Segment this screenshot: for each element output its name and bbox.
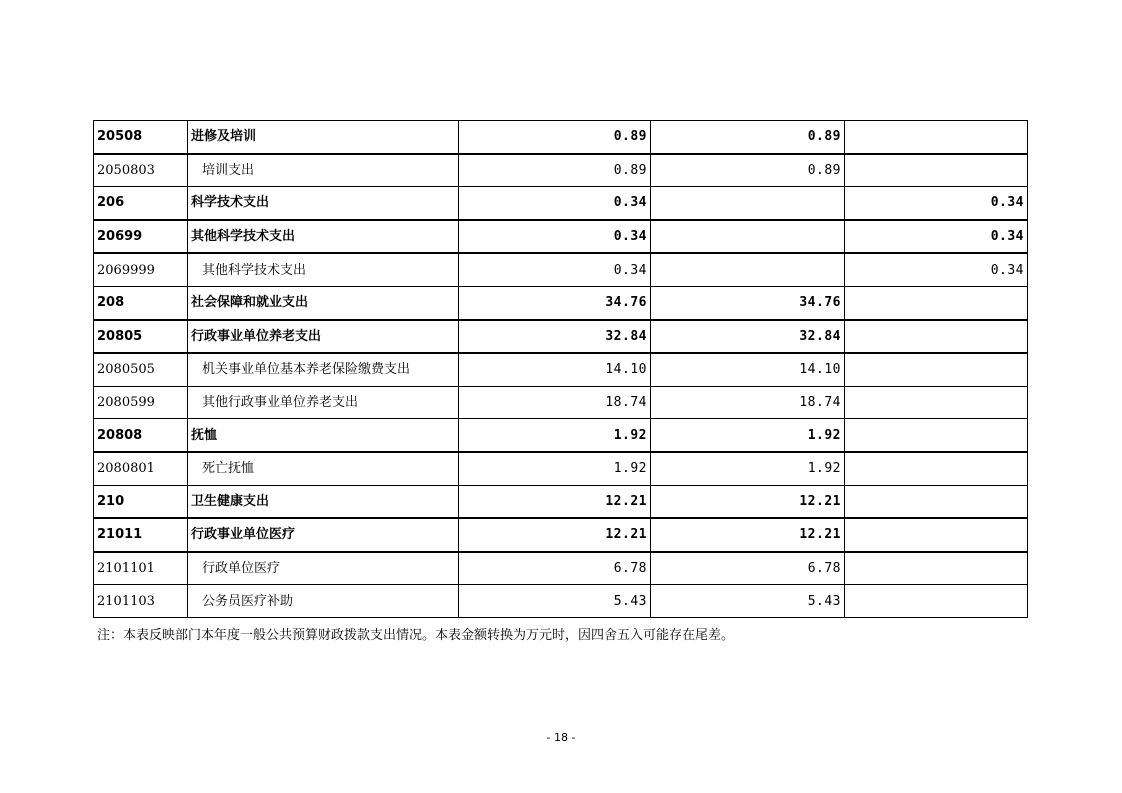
basic-expenditure-cell: 6.78 [651, 552, 845, 585]
total-amount-cell: 32.84 [459, 320, 651, 354]
project-expenditure-cell [845, 154, 1028, 187]
table-row [94, 552, 1028, 585]
table-row [94, 353, 1028, 386]
basic-expenditure-cell: 1.92 [651, 452, 845, 485]
table-row [94, 253, 1028, 286]
total-amount-cell: 12.21 [459, 518, 651, 552]
subject-name-cell: 抚恤 [188, 419, 459, 452]
subject-name-cell: 培训支出 [188, 154, 459, 187]
total-amount-cell: 34.76 [459, 286, 651, 319]
subject-name-cell: 行政事业单位医疗 [188, 518, 459, 552]
basic-expenditure-cell [651, 220, 845, 254]
project-expenditure-cell [845, 286, 1028, 319]
subject-code-cell: 2080599 [94, 386, 188, 419]
project-expenditure-cell [845, 452, 1028, 485]
subject-name-cell: 死亡抚恤 [188, 452, 459, 485]
subject-code-cell: 206 [94, 187, 188, 220]
table-row [94, 419, 1028, 452]
subject-name-cell: 卫生健康支出 [188, 485, 459, 518]
table-row [94, 386, 1028, 419]
project-expenditure-cell [845, 585, 1028, 618]
subject-code-cell: 20805 [94, 320, 188, 354]
subject-name-cell: 社会保障和就业支出 [188, 286, 459, 319]
table-footnote: 注：本表反映部门本年度一般公共预算财政拨款支出情况。本表金额转换为万元时，因四舍五入可能存在尾差。 [97, 628, 735, 643]
subject-name-cell: 其他科学技术支出 [188, 253, 459, 286]
total-amount-cell: 5.43 [459, 585, 651, 618]
project-expenditure-cell [845, 353, 1028, 386]
subject-name-cell: 行政事业单位养老支出 [188, 320, 459, 354]
basic-expenditure-cell: 18.74 [651, 386, 845, 419]
table-row [94, 154, 1028, 187]
subject-code-cell: 20808 [94, 419, 188, 452]
total-amount-cell: 0.89 [459, 121, 651, 154]
subject-name-cell: 公务员医疗补助 [188, 585, 459, 618]
basic-expenditure-cell: 32.84 [651, 320, 845, 354]
basic-expenditure-cell [651, 187, 845, 220]
subject-code-cell: 208 [94, 286, 188, 319]
total-amount-cell: 14.10 [459, 353, 651, 386]
basic-expenditure-cell: 14.10 [651, 353, 845, 386]
subject-name-cell: 进修及培训 [188, 121, 459, 154]
project-expenditure-cell [845, 320, 1028, 354]
basic-expenditure-cell: 0.89 [651, 121, 845, 154]
project-expenditure-cell: 0.34 [845, 187, 1028, 220]
basic-expenditure-cell: 12.21 [651, 485, 845, 518]
project-expenditure-cell: 0.34 [845, 253, 1028, 286]
project-expenditure-cell [845, 121, 1028, 154]
subject-code-cell: 2080801 [94, 452, 188, 485]
basic-expenditure-cell: 34.76 [651, 286, 845, 319]
table-row [94, 121, 1028, 154]
table-row [94, 286, 1028, 319]
subject-code-cell: 20508 [94, 121, 188, 154]
total-amount-cell: 12.21 [459, 485, 651, 518]
table-row [94, 220, 1028, 254]
subject-code-cell: 210 [94, 485, 188, 518]
subject-code-cell: 2069999 [94, 253, 188, 286]
subject-name-cell: 行政单位医疗 [188, 552, 459, 585]
project-expenditure-cell: 0.34 [845, 220, 1028, 254]
page-number: - 18 - [546, 731, 576, 744]
budget-table [93, 120, 1028, 618]
subject-code-cell: 2050803 [94, 154, 188, 187]
table-row [94, 320, 1028, 354]
project-expenditure-cell [845, 419, 1028, 452]
total-amount-cell: 0.34 [459, 187, 651, 220]
total-amount-cell: 6.78 [459, 552, 651, 585]
total-amount-cell: 18.74 [459, 386, 651, 419]
total-amount-cell: 0.34 [459, 253, 651, 286]
basic-expenditure-cell [651, 253, 845, 286]
subject-code-cell: 2080505 [94, 353, 188, 386]
table-row [94, 187, 1028, 220]
project-expenditure-cell [845, 485, 1028, 518]
basic-expenditure-cell: 5.43 [651, 585, 845, 618]
subject-code-cell: 21011 [94, 518, 188, 552]
basic-expenditure-cell: 12.21 [651, 518, 845, 552]
table-row [94, 452, 1028, 485]
subject-name-cell: 其他行政事业单位养老支出 [188, 386, 459, 419]
basic-expenditure-cell: 0.89 [651, 154, 845, 187]
total-amount-cell: 0.34 [459, 220, 651, 254]
basic-expenditure-cell: 1.92 [651, 419, 845, 452]
subject-code-cell: 2101103 [94, 585, 188, 618]
total-amount-cell: 0.89 [459, 154, 651, 187]
table-row [94, 585, 1028, 618]
total-amount-cell: 1.92 [459, 452, 651, 485]
total-amount-cell: 1.92 [459, 419, 651, 452]
table-row [94, 518, 1028, 552]
subject-code-cell: 2101101 [94, 552, 188, 585]
project-expenditure-cell [845, 386, 1028, 419]
subject-name-cell: 科学技术支出 [188, 187, 459, 220]
subject-code-cell: 20699 [94, 220, 188, 254]
table-row [94, 485, 1028, 518]
project-expenditure-cell [845, 552, 1028, 585]
subject-name-cell: 机关事业单位基本养老保险缴费支出 [188, 353, 459, 386]
project-expenditure-cell [845, 518, 1028, 552]
budget-table-body [94, 121, 1028, 618]
subject-name-cell: 其他科学技术支出 [188, 220, 459, 254]
